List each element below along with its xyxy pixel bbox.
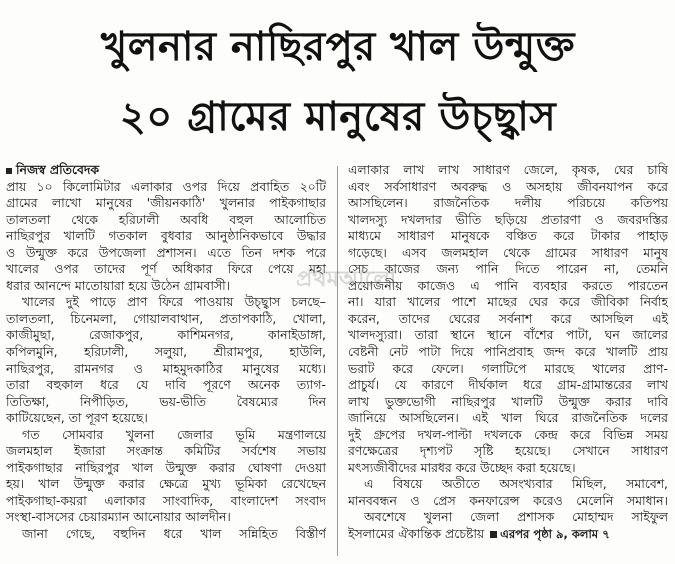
column-divider	[337, 166, 338, 556]
left-column	[6, 162, 326, 560]
byline-text: নিজস্ব প্রতিবেদক	[16, 162, 100, 177]
text-line: তালতলা, চিনেমলা, গোয়ালবাথান, প্রতাপকাঠি, খোলা,	[6, 310, 326, 326]
text-line: ভরাট করে ফেলে। গলাটিপে মারছে খালের প্রাণ-	[348, 360, 668, 376]
text-line: পাইকগাছার নাছিরপুর খাল উন্মুক্ত করার ঘোষণা দেওয়া	[6, 459, 326, 475]
text-line: হয়। খাল উন্মুক্ত করার ক্ষেত্রে মুখ্য ভূমিকা রেখেছেন	[6, 476, 326, 492]
text-line: দুই গ্রুপের দখল-পাল্টা দখলকে কেন্দ্র করে বিভিন্ন সময়	[348, 426, 668, 442]
text-line: খালের দুই পাড়ে প্রাণ ফিরে পাওয়ায় উচ্ছ্বাস চলছে–	[22, 294, 326, 310]
text-line: নাছিরপুর খালটি গতকাল বুধবার আনুষ্ঠানিকভাবে উদ্ধার	[6, 228, 326, 244]
headline-line-1: খুলনার নাছিরপুর খাল উন্মুক্ত	[100, 24, 576, 70]
text-line: কাটিয়েছেন, তা পূরণ হয়েছে।	[6, 410, 148, 426]
text-line: জলমহাল ইজারা সংক্রান্ত কমিটির সর্বশেষ সভায়	[6, 443, 326, 459]
text-line: এবং সর্বসাধারণ অবরুদ্ধ ও অসহায় জীবনযাপন করে	[348, 178, 668, 194]
text-line: গড়েছে। এসব জলমহাল থেকে গ্রামের সাধারণ মানুষ	[348, 244, 668, 260]
text-line: তারা বহুকাল ধরে যে দাবি পূরণে অনেক ত্যাগ-	[6, 377, 326, 393]
text-line: জানিয়ে আসছিলেন। এই খাল ঘিরে রাজনৈতিক দলের	[348, 410, 668, 426]
continuation-note	[488, 527, 610, 541]
text-line: এ বিষয়ে অতীতে অসংখ্যবার মিছিল, সমাবেশ,	[364, 476, 668, 492]
text-line: সেচ কাজের জন্য পানি দিতে পারেন না, তেমনি	[348, 261, 668, 277]
text-line: জানা গেছে, বহুদিন ধরে খাল সন্নিহিত বিস্তীর্ণ	[22, 526, 326, 542]
text-line: মাধ্যমে সাধারণ মানুষকে বঞ্চিত করে টাকার পাহাড়	[348, 228, 668, 244]
text-line: বেষ্টনী নেট পাটা দিয়ে পানিপ্রবাহ জন্দ করে খালটি প্রায়	[348, 344, 668, 360]
text-line: খালদস্যুরা। তারা স্থানে স্থানে বাঁশের পাটা, ঘন জালের	[348, 327, 668, 343]
text-line: মানববন্ধন ও প্রেস কনফারেন্স করেও মেলেনি সমাধান।	[348, 492, 668, 508]
text-line: সংস্থা-বাসসের চেয়ারম্যান আনোয়ার আলদীন।	[6, 509, 231, 525]
text-line: কপিলমুনি, হরিঢালী, সলুয়া, শ্রীরামপুর, হাউলি,	[6, 344, 326, 360]
article-body	[6, 162, 668, 560]
text-line: করেন, তাদের ঘেরের সর্বনাশ করে আসছিল এই	[348, 310, 668, 326]
text-line: মৎস্যজীবীদের মারধর করে উচ্ছেদ করা হয়েছে।	[348, 459, 576, 475]
text-line: নাছিরপুর, রামনগর ও মাহমুদকাঠির মানুষের মধ্যে।	[6, 360, 326, 376]
text-line: আসছিলেন। রাজনৈতিক দলীয় পরিচয়ে কতিপয়	[348, 195, 668, 211]
text-line: প্রাচুর্য। যে কারণে দীর্ঘকাল ধরে গ্রাম-গ্রামান্তরের লাখ	[348, 377, 668, 393]
continuation-text: এরপর পৃষ্ঠা ৯, কলাম ৭	[500, 527, 610, 542]
text-line: পাইকগাছা-কয়রা এলাকার সাংবাদিক, বাংলাদেশ সংবাদ	[6, 492, 326, 508]
byline-marker-icon	[6, 168, 12, 174]
text-line: গ্রামের লাখো মানুষের 'জীয়নকাঠি' খুলনার পাইকগাছার	[6, 195, 326, 211]
text-line: ও উন্মুক্ত করে উপজেলা প্রশাসন। এতে তিন দশক পরে	[6, 244, 326, 260]
text-line: ইসলামের ঐকান্তিক প্রচেষ্টায়	[348, 526, 485, 542]
text-line: না। যারা খালের পাশে মাছের ঘের করে জীবিকা নির্বাহ	[348, 294, 668, 310]
text-line: তিতিক্ষা, নিপীড়িত, ভয়-ভীতি বৈষম্যের দিন	[6, 393, 326, 409]
text-line: খালদস্যু দখলদার ভীতি ছড়িয়ে প্রতারণা ও জবরদস্তির	[348, 211, 668, 227]
headline-line-2: ২০ গ্রামের মানুষের উচ্ছ্বাস	[119, 94, 557, 140]
last-line-with-continuation	[348, 526, 668, 543]
text-line: লাখ ভুক্তভোগী নাছিরপুর খালটি উন্মুক্ত করার দাবি	[348, 393, 668, 409]
text-line: রণক্ষেত্রের দৃশ্যপট সৃষ্টি হয়েছে। সেখানে সাধারণ	[348, 443, 668, 459]
text-line: গত সোমবার খুলনা জেলার ভূমি মন্ত্রণালয়ে	[22, 426, 326, 442]
text-line: প্রয়োজনীয় কাজেও এ পানি ব্যবহার করতে পারতেন	[348, 277, 668, 293]
watermark: প্রথমআলো	[296, 267, 397, 292]
text-line: প্রায় ১০ কিলোমিটার এলাকার ওপর দিয়ে প্রবাহিত ২০টি	[6, 178, 326, 194]
right-column	[348, 162, 668, 560]
byline	[6, 162, 326, 179]
text-line: তালতলা থেকে হরিঢালী অবধি বহুল আলোচিত	[6, 211, 326, 227]
text-line: এলাকার লাখ লাখ সাধারণ জেলে, কৃষক, ঘের চাষি	[348, 162, 668, 177]
text-line: অবশেষে খুলনা জেলা প্রশাসক মোহাম্মদ সাইফুল	[364, 509, 668, 525]
text-line: কাজীমুছা, রেজাকপুর, কাশিমনগর, কানাইডাঙ্গা,	[6, 327, 326, 343]
text-line: ধরার আনন্দে মাতোয়ারা হয়ে উঠেন গ্রামবাসী।	[6, 277, 231, 293]
text-line: খালের ওপর তাদের পূর্ণ অধিকার ফিরে পেয়ে মহা	[6, 261, 326, 277]
continuation-marker-icon	[490, 531, 497, 538]
